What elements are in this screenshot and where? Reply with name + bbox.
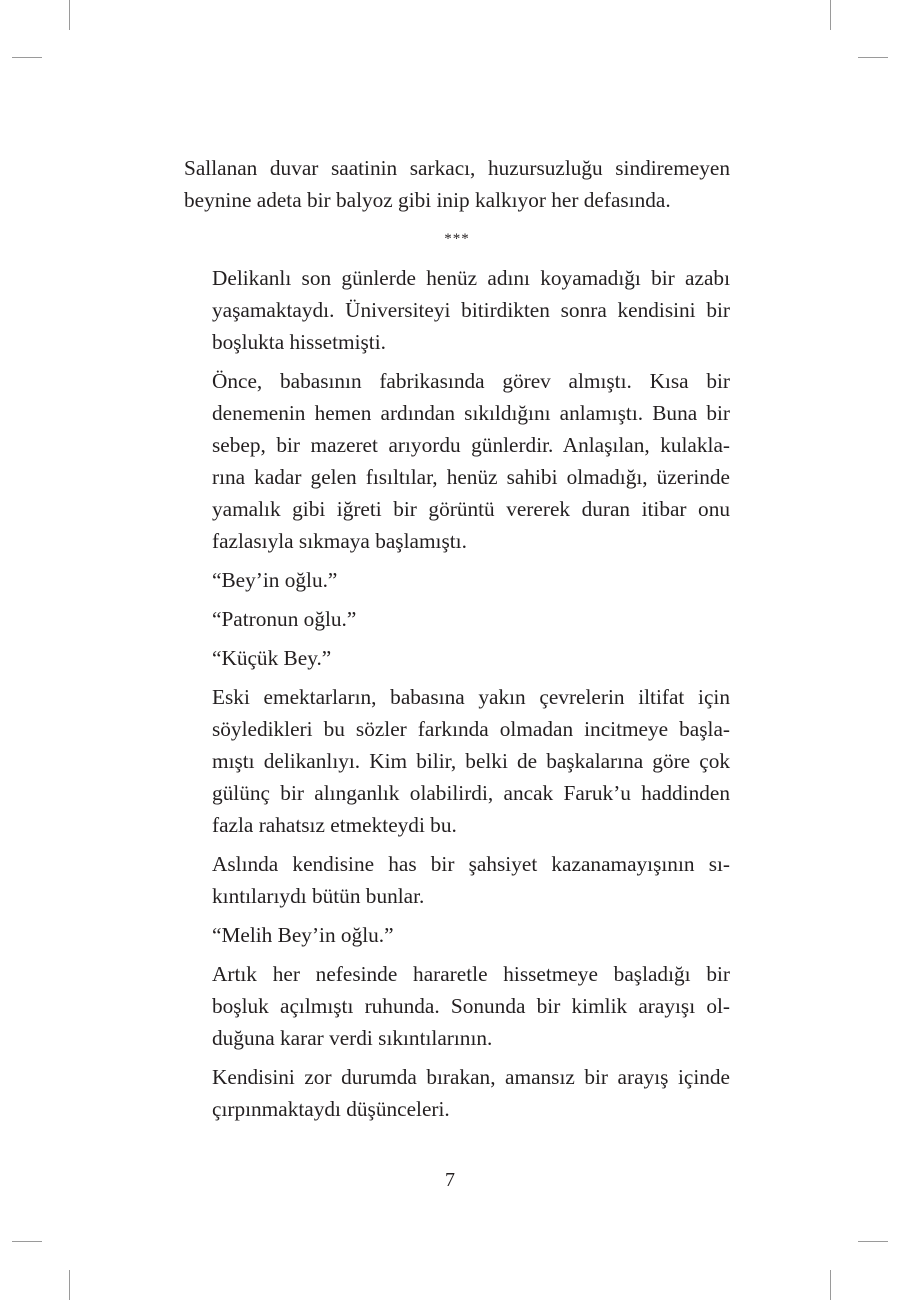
text-line: “Küçük Bey.”: [212, 646, 332, 670]
text-line: “Melih Bey’in oğlu.”: [212, 923, 394, 947]
text-line: yaşamaktaydı. Üniversiteyi bitirdikten sonra kendisini bir: [212, 298, 730, 322]
crop-mark-top-right-vertical: [830, 0, 831, 30]
text-line: beynine adeta bir balyoz gibi inip kalkıyor her defasında.: [184, 188, 671, 212]
paragraph: [184, 262, 730, 358]
text-line: kıntılarıydı bütün bunlar.: [212, 884, 425, 908]
paragraph: [184, 681, 730, 841]
crop-mark-bottom-left-vertical: [69, 1270, 70, 1300]
crop-mark-top-left-vertical: [69, 0, 70, 30]
body-text: [184, 152, 730, 1132]
crop-mark-bottom-left-horizontal: [12, 1241, 42, 1242]
text-line: mıştı delikanlıyı. Kim bilir, belki de başkalarına göre çok: [212, 749, 730, 773]
paragraph: [184, 848, 730, 912]
dialogue-line: [184, 919, 730, 951]
text-line: “Patronun oğlu.”: [212, 607, 357, 631]
text-line: denemenin hemen ardından sıkıldığını anlamıştı. Buna bir: [212, 401, 730, 425]
text-line: Kendisini zor durumda bırakan, amansız bir arayış içinde: [212, 1065, 730, 1089]
text-line: Önce, babasının fabrikasında görev almıştı. Kısa bir: [212, 369, 730, 393]
text-line: söyledikleri bu sözler farkında olmadan incitmeye başla-: [212, 717, 730, 741]
text-line: Delikanlı son günlerde henüz adını koyamadığı bir azabı: [212, 266, 730, 290]
text-line: “Bey’in oğlu.”: [212, 568, 338, 592]
text-line: rına kadar gelen fısıltılar, henüz sahibi olmadığı, üzerinde: [212, 465, 730, 489]
text-line: fazla rahatsız etmekteydi bu.: [212, 813, 457, 837]
dialogue-line: [184, 564, 730, 596]
dialogue-line: [184, 642, 730, 674]
text-line: yamalık gibi iğreti bir görüntü vererek duran itibar onu: [212, 497, 730, 521]
paragraph: [184, 1061, 730, 1125]
dialogue-line: [184, 603, 730, 635]
text-line: Sallanan duvar saatinin sarkacı, huzursuzluğu sindiremeyen: [184, 156, 730, 180]
text-line: fazlasıyla sıkmaya başlamıştı.: [212, 529, 467, 553]
paragraph: [184, 958, 730, 1054]
crop-mark-top-left-horizontal: [12, 57, 42, 58]
text-line: Eski emektarların, babasına yakın çevrelerin iltifat için: [212, 685, 730, 709]
paragraph: [184, 365, 730, 557]
crop-mark-bottom-right-horizontal: [858, 1241, 888, 1242]
section-separator: ***: [444, 231, 470, 247]
text-line: gülünç bir alınganlık olabilirdi, ancak Faruk’u haddinden: [212, 781, 730, 805]
page-number: 7: [445, 1169, 455, 1191]
text-line: Artık her nefesinde hararetle hissetmeye başladığı bir: [212, 962, 730, 986]
crop-mark-bottom-right-vertical: [830, 1270, 831, 1300]
text-line: duğuna karar verdi sıkıntılarının.: [212, 1026, 493, 1050]
text-line: sebep, bir mazeret arıyordu günlerdir. Anlaşılan, kulakla-: [212, 433, 730, 457]
text-line: boşluk açılmıştı ruhunda. Sonunda bir kimlik arayışı ol-: [212, 994, 730, 1018]
text-line: boşlukta hissetmişti.: [212, 330, 386, 354]
text-line: çırpınmaktaydı düşünceleri.: [212, 1097, 450, 1121]
opening-paragraph: [184, 152, 730, 216]
crop-mark-top-right-horizontal: [858, 57, 888, 58]
text-line: Aslında kendisine has bir şahsiyet kazanamayışının sı-: [212, 852, 730, 876]
